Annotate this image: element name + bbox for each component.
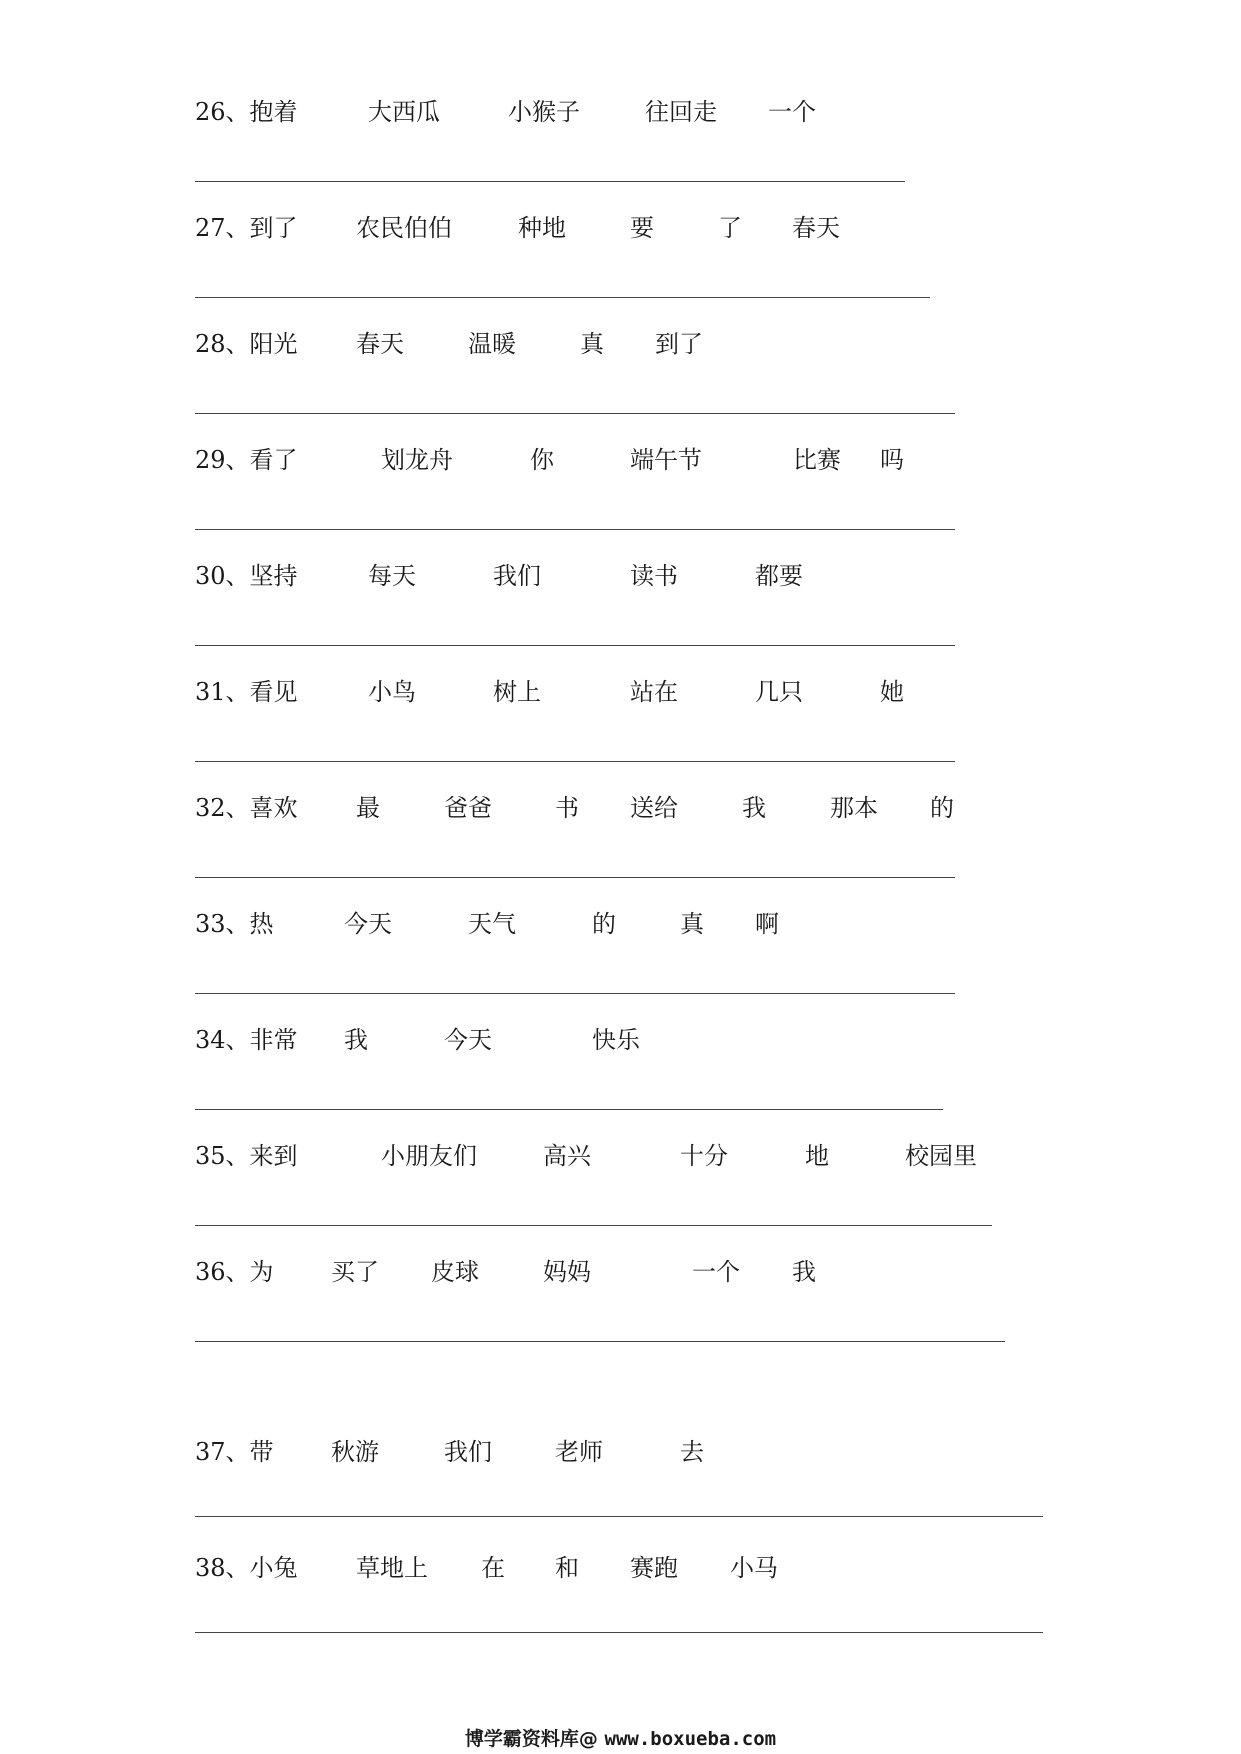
word-chip: 一个	[768, 98, 816, 126]
answer-line[interactable]	[195, 1632, 1043, 1633]
word-chip: 我	[742, 794, 766, 822]
question-first-word	[195, 672, 298, 712]
answer-line[interactable]	[195, 181, 905, 182]
answer-line[interactable]	[195, 993, 955, 994]
question-first-word	[195, 440, 298, 480]
word-chip: 最	[356, 794, 380, 822]
word-bank	[0, 1020, 1241, 1060]
word-chip: 今天	[344, 910, 392, 938]
word-chip: 到了	[655, 330, 703, 358]
word-chip: 都要	[755, 562, 803, 590]
word-chip: 地	[805, 1142, 829, 1170]
word-chip: 赛跑	[630, 1554, 678, 1582]
question-number: 31、	[195, 678, 250, 706]
word-chip: 老师	[555, 1438, 603, 1466]
word-chip: 那本	[830, 794, 878, 822]
word-chip: 书	[555, 794, 579, 822]
word-chip: 皮球	[431, 1258, 479, 1286]
question-first-word	[195, 904, 274, 944]
question-number: 32、	[195, 794, 250, 822]
word-chip: 非常	[249, 1026, 298, 1054]
footer	[0, 1724, 1241, 1751]
word-chip: 我们	[444, 1438, 492, 1466]
footer-brand: 博学霸资料库@	[464, 1728, 598, 1750]
question-number: 34、	[195, 1026, 250, 1054]
word-chip: 啊	[755, 910, 779, 938]
question-number: 30、	[195, 562, 250, 590]
question-first-word	[195, 208, 298, 248]
word-bank	[0, 1252, 1241, 1292]
question-number: 29、	[195, 446, 250, 474]
word-chip: 到了	[249, 214, 298, 242]
answer-line[interactable]	[195, 645, 955, 646]
word-chip: 看见	[249, 678, 298, 706]
word-chip: 几只	[755, 678, 803, 706]
word-chip: 看了	[249, 446, 298, 474]
word-chip: 天气	[468, 910, 516, 938]
question-first-word	[195, 556, 298, 596]
word-chip: 站在	[630, 678, 678, 706]
word-chip: 送给	[630, 794, 678, 822]
answer-line[interactable]	[195, 761, 955, 762]
word-bank	[0, 1548, 1241, 1588]
word-chip: 小马	[730, 1554, 778, 1582]
word-chip: 她	[880, 678, 904, 706]
answer-line[interactable]	[195, 297, 930, 298]
answer-line[interactable]	[195, 529, 955, 530]
word-chip: 来到	[249, 1142, 298, 1170]
word-chip: 小鸟	[368, 678, 416, 706]
question-first-word	[195, 1252, 274, 1292]
question-number: 35、	[195, 1142, 250, 1170]
word-chip: 温暖	[468, 330, 516, 358]
word-chip: 一个	[692, 1258, 740, 1286]
word-bank	[0, 672, 1241, 712]
word-bank	[0, 1432, 1241, 1472]
question-number: 26、	[195, 98, 250, 126]
word-chip: 大西瓜	[368, 98, 440, 126]
word-chip: 我	[344, 1026, 368, 1054]
word-bank	[0, 1136, 1241, 1176]
word-chip: 真	[680, 910, 704, 938]
word-chip: 吗	[880, 446, 904, 474]
word-chip: 阳光	[249, 330, 298, 358]
word-chip: 坚持	[249, 562, 298, 590]
word-chip: 读书	[630, 562, 678, 590]
word-chip: 的	[930, 794, 954, 822]
word-chip: 比赛	[793, 446, 841, 474]
word-chip: 高兴	[543, 1142, 591, 1170]
question-first-word	[195, 92, 298, 132]
footer-url: www.boxueba.com	[604, 1728, 777, 1750]
word-chip: 小朋友们	[381, 1142, 477, 1170]
word-chip: 十分	[680, 1142, 728, 1170]
word-chip: 草地上	[356, 1554, 428, 1582]
question-number: 37、	[195, 1438, 250, 1466]
word-chip: 种地	[518, 214, 566, 242]
word-chip: 你	[530, 446, 554, 474]
word-chip: 热	[249, 910, 274, 938]
word-chip: 抱着	[249, 98, 298, 126]
word-chip: 了	[718, 214, 742, 242]
question-number: 38、	[195, 1554, 250, 1582]
word-bank	[0, 208, 1241, 248]
answer-line[interactable]	[195, 1516, 1043, 1517]
question-first-word	[195, 1020, 298, 1060]
word-chip: 我	[792, 1258, 816, 1286]
word-chip: 爸爸	[444, 794, 492, 822]
question-first-word	[195, 324, 298, 364]
word-chip: 去	[680, 1438, 704, 1466]
word-chip: 为	[249, 1258, 274, 1286]
question-number: 33、	[195, 910, 250, 938]
question-number: 36、	[195, 1258, 250, 1286]
word-chip: 带	[249, 1438, 274, 1466]
word-chip: 的	[592, 910, 616, 938]
answer-line[interactable]	[195, 1341, 1005, 1342]
word-chip: 今天	[444, 1026, 492, 1054]
word-chip: 喜欢	[249, 794, 298, 822]
word-chip: 春天	[356, 330, 404, 358]
word-chip: 校园里	[905, 1142, 977, 1170]
question-number: 27、	[195, 214, 250, 242]
word-chip: 春天	[792, 214, 840, 242]
word-chip: 在	[481, 1554, 505, 1582]
word-chip: 树上	[493, 678, 541, 706]
word-chip: 端午节	[630, 446, 702, 474]
word-bank	[0, 788, 1241, 828]
question-number: 28、	[195, 330, 250, 358]
question-first-word	[195, 1136, 298, 1176]
word-chip: 真	[580, 330, 604, 358]
word-chip: 秋游	[331, 1438, 379, 1466]
word-bank	[0, 92, 1241, 132]
word-bank	[0, 904, 1241, 944]
word-bank	[0, 324, 1241, 364]
word-chip: 我们	[493, 562, 541, 590]
word-chip: 和	[555, 1554, 579, 1582]
word-chip: 小猴子	[508, 98, 580, 126]
word-chip: 农民伯伯	[356, 214, 452, 242]
answer-line[interactable]	[195, 1225, 992, 1226]
word-chip: 小兔	[249, 1554, 298, 1582]
word-chip: 划龙舟	[381, 446, 453, 474]
question-first-word	[195, 1432, 274, 1472]
answer-line[interactable]	[195, 877, 955, 878]
answer-line[interactable]	[195, 1109, 943, 1110]
word-chip: 要	[630, 214, 654, 242]
word-chip: 每天	[368, 562, 416, 590]
word-bank	[0, 440, 1241, 480]
word-chip: 妈妈	[543, 1258, 591, 1286]
word-chip: 快乐	[592, 1026, 640, 1054]
question-first-word	[195, 1548, 298, 1588]
answer-line[interactable]	[195, 413, 955, 414]
word-chip: 买了	[331, 1258, 379, 1286]
word-chip: 往回走	[645, 98, 717, 126]
question-first-word	[195, 788, 298, 828]
word-bank	[0, 556, 1241, 596]
